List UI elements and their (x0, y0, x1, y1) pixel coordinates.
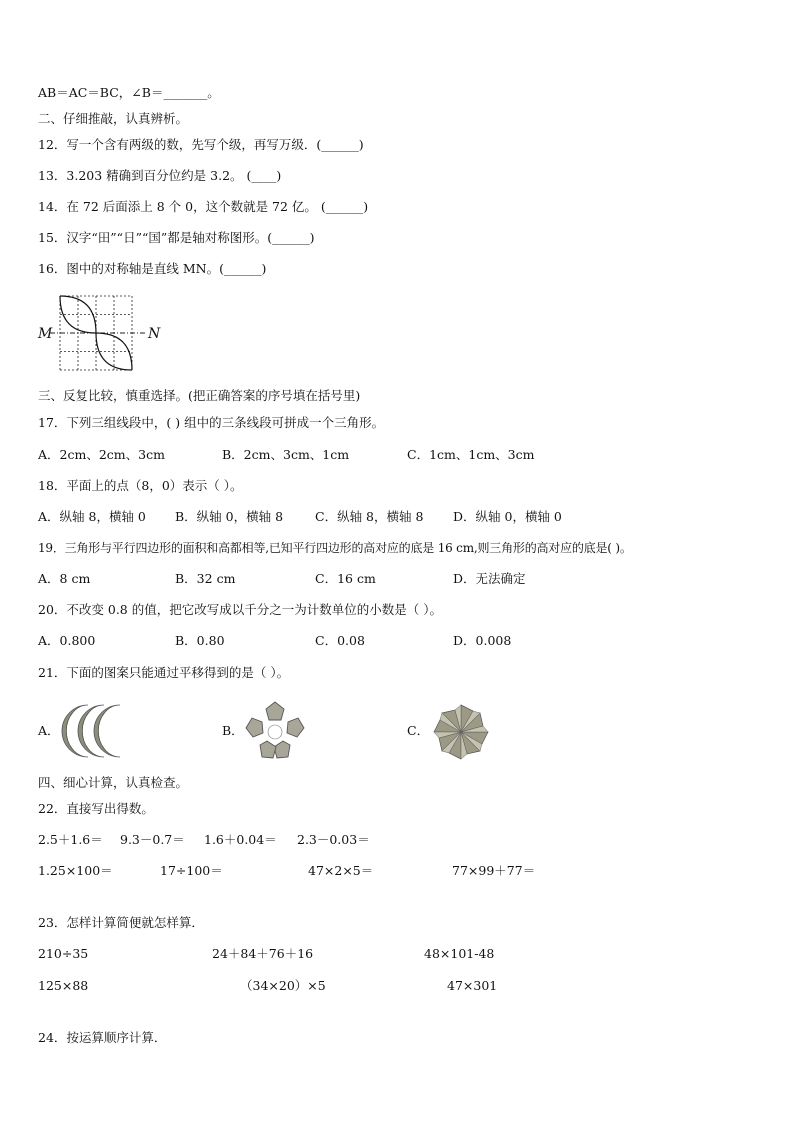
q19-option-d: D．无法确定 (453, 571, 526, 586)
section-3-heading: 三、反复比较，慎重选择。(把正确答案的序号填在括号里) (38, 388, 361, 403)
q18-option-b: B．纵轴 0，横轴 8 (175, 509, 284, 524)
q23-item: 47×301 (447, 978, 498, 993)
q22-item: 17÷100＝ (160, 863, 223, 878)
axis-label-n: N (148, 326, 161, 342)
q20-option-b: B．0.80 (175, 633, 225, 648)
question-22: 22．直接写出得数。 (38, 801, 154, 816)
q21-option-b: B． (222, 723, 244, 738)
question-14: 14．在 72 后面添上 8 个 0，这个数就是 72 亿。 (______) (38, 199, 369, 214)
question-17: 17．下列三组线段中，( ) 组中的三条线段可拼成一个三角形。 (38, 415, 385, 430)
q23-item: 210÷35 (38, 946, 89, 961)
q22-item: 9.3－0.7＝ (120, 832, 185, 847)
q23-item: 125×88 (38, 978, 89, 993)
q19-option-c: C．16 cm (315, 571, 376, 586)
q22-item: 1.6＋0.04＝ (204, 832, 277, 847)
q20-option-a: A．0.800 (38, 633, 96, 648)
axis-label-m: M (38, 326, 53, 342)
section-4-heading: 四、细心计算，认真检查。 (38, 775, 189, 790)
q17-option-c: C．1cm、1cm、3cm (407, 447, 535, 462)
q18-option-c: C．纵轴 8，横轴 8 (315, 509, 424, 524)
question-21: 21．下面的图案只能通过平移得到的是（ ）。 (38, 665, 290, 680)
q17-option-a: A．2cm、2cm、3cm (38, 447, 165, 462)
q17-option-b: B．2cm、3cm、1cm (222, 447, 350, 462)
question-19: 19．三角形与平行四边形的面积和高都相等,已知平行四边形的高对应的底是 16 cm,则三角形的高对应的底是( )。 (38, 541, 632, 555)
pinwheel-pattern-image (430, 701, 492, 763)
angle-b-fill-line: AB＝AC＝BC，∠B＝_______。 (38, 85, 220, 100)
pentagon-ring-image (242, 700, 308, 762)
q22-item: 77×99＋77＝ (452, 863, 536, 878)
q22-item: 2.5＋1.6＝ (38, 832, 103, 847)
q19-option-a: A．8 cm (38, 571, 91, 586)
question-13: 13．3.203 精确到百分位约是 3.2。 (____) (38, 168, 282, 183)
question-16: 16．图中的对称轴是直线 MN。(______) (38, 261, 267, 276)
q22-item: 2.3－0.03＝ (297, 832, 370, 847)
question-12: 12．写一个含有两级的数，先写个级，再写万级．(______) (38, 137, 364, 152)
q18-option-d: D．纵轴 0，横轴 0 (453, 509, 562, 524)
q20-option-c: C．0.08 (315, 633, 365, 648)
q23-item: 24＋84＋76＋16 (212, 946, 314, 961)
q21-option-a: A． (38, 723, 60, 738)
question-24: 24．按运算顺序计算． (38, 1030, 167, 1045)
q21-option-c: C． (407, 723, 430, 738)
q22-item: 1.25×100＝ (38, 863, 113, 878)
question-15: 15．汉字“田”“日”“国”都是轴对称图形。(______) (38, 230, 315, 245)
q23-item: 48×101-48 (424, 946, 495, 961)
question-20: 20．不改变 0.8 的值，把它改写成以千分之一为计数单位的小数是（ ）。 (38, 602, 442, 617)
q20-option-d: D．0.008 (453, 633, 512, 648)
q18-option-a: A．纵轴 8，横轴 0 (38, 509, 146, 524)
question-23: 23．怎样计算简便就怎样算． (38, 915, 204, 930)
q23-item: （34×20）×5 (240, 978, 326, 993)
q22-item: 47×2×5＝ (308, 863, 374, 878)
symmetry-axis-figure (36, 291, 166, 375)
section-2-heading: 二、仔细推敲，认真辨析。 (38, 111, 189, 126)
crescent-pattern-image (58, 701, 134, 761)
question-18: 18．平面上的点（8，0）表示（ ）。 (38, 478, 243, 493)
q19-option-b: B．32 cm (175, 571, 236, 586)
